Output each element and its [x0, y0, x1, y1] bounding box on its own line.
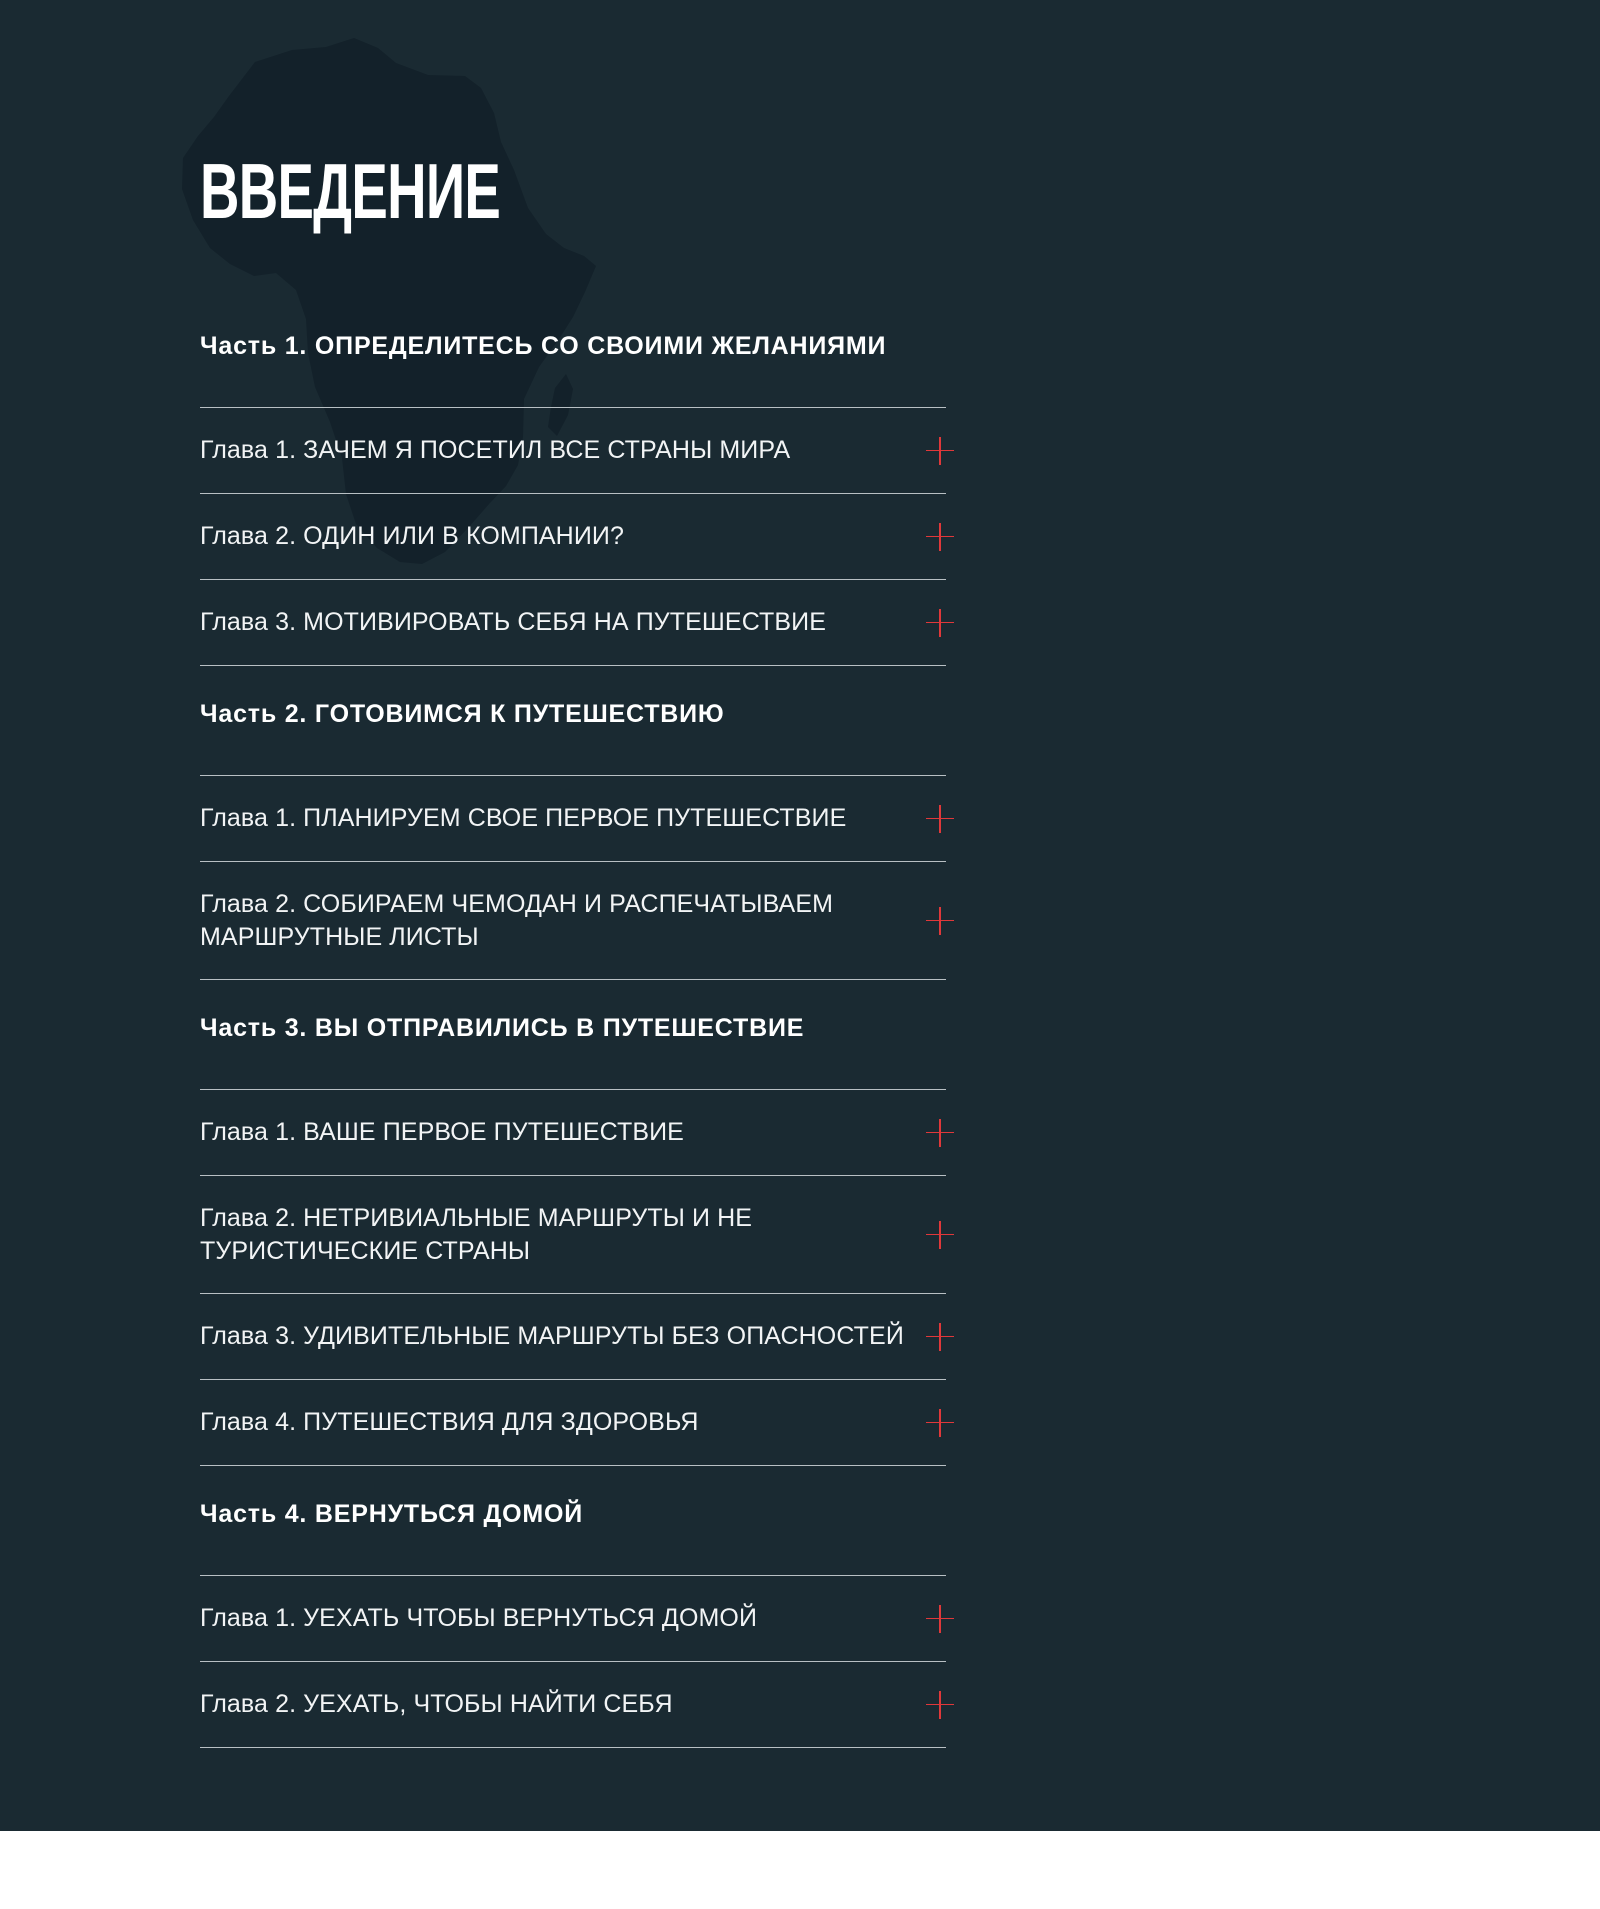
chapter-item[interactable]	[200, 1380, 946, 1466]
chapter-item[interactable]	[200, 862, 946, 980]
chapter-label: Глава 2. НЕТРИВИАЛЬНЫЕ МАРШРУТЫ И НЕ ТУРИСТИЧЕСКИЕ СТРАНЫ	[200, 1203, 753, 1265]
plus-icon[interactable]	[926, 1323, 954, 1351]
plus-icon[interactable]	[926, 1409, 954, 1437]
part-4	[200, 1488, 946, 1748]
plus-icon[interactable]	[926, 523, 954, 551]
chapter-label: Глава 3. УДИВИТЕЛЬНЫЕ МАРШРУТЫ БЕЗ ОПАСНОСТЕЙ	[200, 1322, 904, 1350]
plus-icon[interactable]	[926, 1221, 954, 1249]
chapter-item[interactable]	[200, 580, 946, 666]
chapter-label: Глава 2. ОДИН ИЛИ В КОМПАНИИ?	[200, 522, 624, 550]
chapter-item[interactable]	[200, 494, 946, 580]
chapter-item[interactable]	[200, 1176, 946, 1294]
plus-icon[interactable]	[926, 1605, 954, 1633]
chapter-item[interactable]	[200, 1576, 946, 1662]
chapter-label: Глава 2. УЕХАТЬ, ЧТОБЫ НАЙТИ СЕБЯ	[200, 1690, 673, 1718]
page-title: ВВЕДЕНИЕ	[200, 147, 501, 235]
chapter-item[interactable]	[200, 1090, 946, 1176]
chapter-item[interactable]	[200, 408, 946, 494]
chapter-item[interactable]	[200, 1294, 946, 1380]
chapter-item[interactable]	[200, 1662, 946, 1748]
footer-band	[0, 1831, 1600, 1909]
plus-icon[interactable]	[926, 1691, 954, 1719]
part-2	[200, 688, 946, 980]
chapter-item[interactable]	[200, 776, 946, 862]
part-heading: Часть 1. ОПРЕДЕЛИТЕСЬ СО СВОИМИ ЖЕЛАНИЯМИ	[200, 320, 946, 408]
chapter-label: Глава 2. СОБИРАЕМ ЧЕМОДАН И РАСПЕЧАТЫВАЕМ МАРШРУТНЫЕ ЛИСТЫ	[200, 889, 834, 951]
chapter-label: Глава 4. ПУТЕШЕСТВИЯ ДЛЯ ЗДОРОВЬЯ	[200, 1408, 699, 1436]
chapter-label: Глава 1. ЗАЧЕМ Я ПОСЕТИЛ ВСЕ СТРАНЫ МИРА	[200, 436, 791, 464]
chapter-label: Глава 1. УЕХАТЬ ЧТОБЫ ВЕРНУТЬСЯ ДОМОЙ	[200, 1604, 758, 1632]
part-1	[200, 320, 946, 666]
table-of-contents	[200, 320, 946, 1748]
part-heading: Часть 3. ВЫ ОТПРАВИЛИСЬ В ПУТЕШЕСТВИЕ	[200, 1002, 946, 1090]
plus-icon[interactable]	[926, 437, 954, 465]
plus-icon[interactable]	[926, 1119, 954, 1147]
plus-icon[interactable]	[926, 907, 954, 935]
part-3	[200, 1002, 946, 1466]
chapter-label: Глава 1. ВАШЕ ПЕРВОЕ ПУТЕШЕСТВИЕ	[200, 1118, 684, 1146]
part-heading: Часть 4. ВЕРНУТЬСЯ ДОМОЙ	[200, 1488, 946, 1576]
chapter-label: Глава 1. ПЛАНИРУЕМ СВОЕ ПЕРВОЕ ПУТЕШЕСТВИЕ	[200, 804, 847, 832]
plus-icon[interactable]	[926, 609, 954, 637]
chapter-label: Глава 3. МОТИВИРОВАТЬ СЕБЯ НА ПУТЕШЕСТВИЕ	[200, 608, 827, 636]
plus-icon[interactable]	[926, 805, 954, 833]
part-heading: Часть 2. ГОТОВИМСЯ К ПУТЕШЕСТВИЮ	[200, 688, 946, 776]
